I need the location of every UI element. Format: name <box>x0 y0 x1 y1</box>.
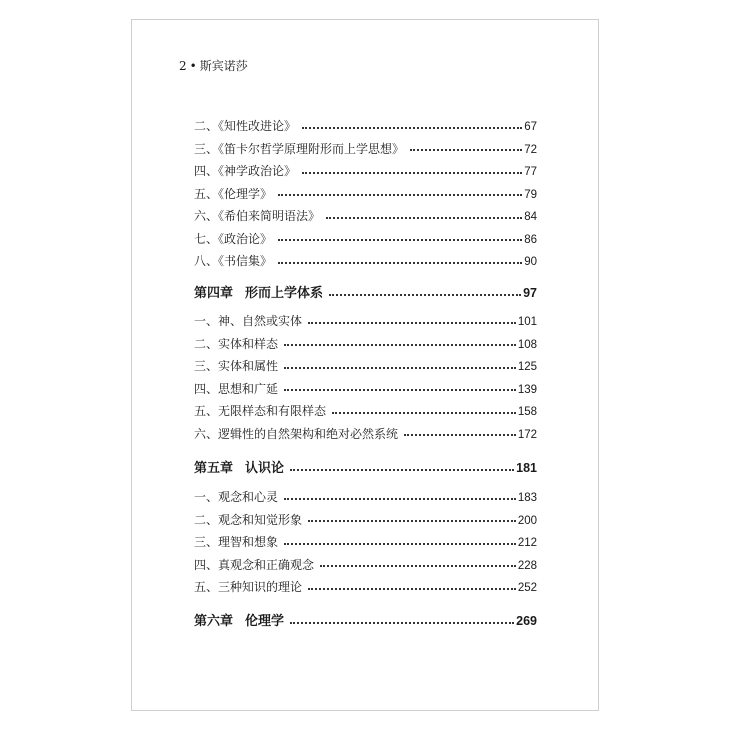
toc-section-list-chapter4 <box>194 310 537 445</box>
dot-leader <box>308 587 516 590</box>
dot-leader <box>329 293 521 296</box>
toc-section-list-chapter5 <box>194 486 537 599</box>
chapter-number: 第六章 <box>194 614 234 629</box>
toc-entry[interactable] <box>194 400 537 423</box>
toc-entry-title: 二、实体和样态 <box>194 336 279 351</box>
toc-entry-page: 252 <box>517 582 537 594</box>
dot-leader <box>284 497 516 500</box>
chapter-title: 伦理学 <box>245 614 285 629</box>
toc-entry-title: 三、理智和想象 <box>194 535 279 549</box>
toc-entry-page: 212 <box>517 537 537 549</box>
toc-chapter-4[interactable] <box>194 281 537 305</box>
toc-entry-title: 六、逻辑性的自然架构和绝对必然系统 <box>194 426 399 441</box>
header-title: 斯宾诺莎 <box>199 59 248 73</box>
chapter-number: 第四章 <box>194 286 234 301</box>
running-header <box>179 58 248 74</box>
toc-entry[interactable] <box>194 554 537 577</box>
dot-leader <box>302 171 522 174</box>
dot-leader <box>326 216 522 219</box>
chapter-heading <box>194 282 323 306</box>
header-page-number: 2 <box>179 59 187 73</box>
dot-leader <box>404 433 516 436</box>
toc-entry-page: 77 <box>524 166 537 178</box>
toc-entry[interactable] <box>194 378 537 401</box>
toc-entry-page: 86 <box>524 233 537 246</box>
toc-entry-title: 二、《知性改进论》 <box>194 119 297 133</box>
chapter-number: 第五章 <box>194 461 234 476</box>
toc-entry-title: 四、真观念和正确观念 <box>194 557 315 572</box>
dot-leader <box>302 126 522 129</box>
dot-leader <box>278 261 522 264</box>
toc-entry-title: 四、思想和广延 <box>194 381 279 396</box>
dot-leader <box>290 468 514 471</box>
toc-entry[interactable] <box>194 423 537 446</box>
chapter-page: 181 <box>516 461 537 475</box>
chapter-page: 97 <box>523 286 537 300</box>
dot-leader <box>410 148 522 151</box>
toc-entry-page: 158 <box>517 406 537 418</box>
toc-entry[interactable] <box>194 160 537 183</box>
toc-entry[interactable] <box>194 486 537 509</box>
toc-entry-page: 139 <box>517 383 537 396</box>
dot-leader <box>308 519 516 522</box>
dot-leader <box>284 343 516 346</box>
chapter-title: 形而上学体系 <box>245 286 324 301</box>
toc-entry[interactable] <box>194 355 537 378</box>
toc-chapter-6[interactable] <box>194 609 537 633</box>
dot-leader <box>320 564 516 567</box>
dot-leader <box>284 366 516 369</box>
toc-entry[interactable] <box>194 310 537 333</box>
toc-entry-page: 172 <box>517 428 537 441</box>
toc-entry-page: 84 <box>524 211 537 223</box>
chapter-heading <box>194 610 284 634</box>
toc-entry-page: 228 <box>517 559 537 572</box>
toc-entry-title: 五、无限样态和有限样态 <box>194 404 327 418</box>
toc-entry[interactable] <box>194 228 537 251</box>
toc-chapter-5[interactable] <box>194 456 537 480</box>
dot-leader <box>290 621 514 624</box>
chapter-title: 认识论 <box>245 461 285 476</box>
toc-entry-title: 七、《政治论》 <box>194 231 273 246</box>
toc-entry-title: 三、实体和属性 <box>194 359 279 373</box>
toc-entry[interactable] <box>194 576 537 599</box>
header-separator: • <box>189 59 197 73</box>
toc-section-list-chapter3 <box>194 115 537 273</box>
toc-entry-page: 101 <box>517 316 537 328</box>
toc-entry-title: 二、观念和知觉形象 <box>194 512 303 527</box>
toc-entry-title: 一、观念和心灵 <box>194 490 279 504</box>
toc-entry-title: 四、《神学政治论》 <box>194 164 297 178</box>
toc-entry-page: 125 <box>517 361 537 373</box>
toc-entry[interactable] <box>194 205 537 228</box>
toc-entry-title: 八、《书信集》 <box>194 254 273 268</box>
toc-entry[interactable] <box>194 183 537 206</box>
toc-entry[interactable] <box>194 531 537 554</box>
dot-leader <box>332 411 516 414</box>
toc-entry[interactable] <box>194 115 537 138</box>
toc-entry-title: 六、《希伯来简明语法》 <box>194 209 321 223</box>
dot-leader <box>284 542 516 545</box>
toc-entry[interactable] <box>194 138 537 161</box>
toc-entry-title: 五、《伦理学》 <box>194 186 273 201</box>
toc-entry-title: 三、《笛卡尔哲学原理附形而上学思想》 <box>194 141 405 156</box>
toc-entry[interactable] <box>194 333 537 356</box>
toc-entry-page: 90 <box>524 256 537 268</box>
toc-entry-page: 183 <box>517 492 537 504</box>
toc-entry-page: 79 <box>524 188 537 201</box>
toc-entry-page: 108 <box>517 338 537 351</box>
toc-entry[interactable] <box>194 250 537 273</box>
dot-leader <box>308 321 516 324</box>
chapter-page: 269 <box>516 614 537 628</box>
chapter-heading <box>194 457 284 481</box>
dot-leader <box>278 193 522 196</box>
dot-leader <box>284 388 516 391</box>
toc-entry-page: 200 <box>517 514 537 527</box>
toc-entry-title: 五、三种知识的理论 <box>194 580 303 594</box>
toc-entry-title: 一、神、自然或实体 <box>194 314 303 328</box>
toc-entry[interactable] <box>194 509 537 532</box>
book-page <box>131 19 599 711</box>
dot-leader <box>278 238 522 241</box>
toc-entry-page: 67 <box>524 121 537 133</box>
toc-entry-page: 72 <box>524 143 537 156</box>
